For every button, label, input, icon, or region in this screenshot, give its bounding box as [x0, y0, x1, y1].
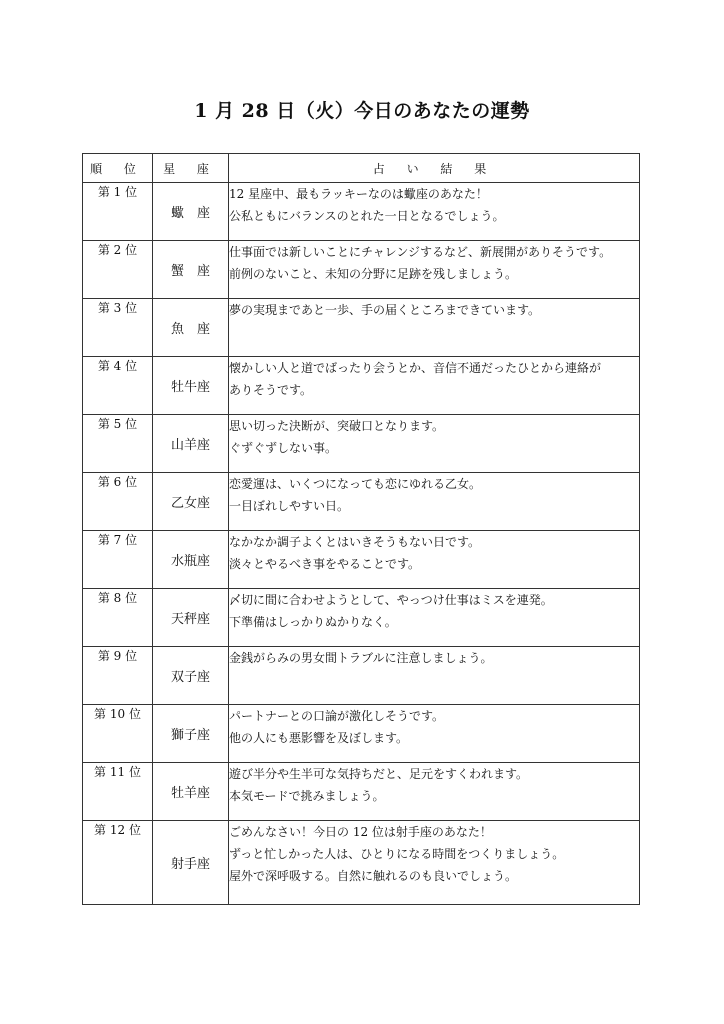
fortune-table — [82, 153, 640, 905]
table-row — [83, 531, 640, 589]
table-row — [83, 589, 640, 647]
rank-cell: 第 8 位 — [83, 589, 153, 647]
zodiac-sign-cell: 魚 座 — [153, 299, 229, 357]
fortune-result-cell — [229, 473, 640, 531]
fortune-result-cell — [229, 183, 640, 241]
zodiac-sign-cell: 天秤座 — [153, 589, 229, 647]
fortune-result-line: 〆切に間に合わせようとして、やっつけ仕事はミスを連発。 — [229, 593, 553, 607]
fortune-result-cell — [229, 299, 640, 357]
fortune-result-line: 本気モードで挑みましょう。 — [229, 789, 385, 803]
fortune-result-line: 仕事面では新しいことにチャレンジするなど、新展開がありそうです。 — [229, 245, 612, 259]
fortune-result-line: 懐かしい人と道でばったり会うとか、音信不通だったひとから連絡が — [229, 361, 602, 375]
rank-cell: 第 7 位 — [83, 531, 153, 589]
zodiac-sign-cell: 乙女座 — [153, 473, 229, 531]
zodiac-sign-cell: 水瓶座 — [153, 531, 229, 589]
table-row — [83, 241, 640, 299]
page-title: 1 月 28 日（火）今日のあなたの運勢 — [194, 100, 530, 122]
fortune-result-line: 遊び半分や生半可な気持ちだと、足元をすくわれます。 — [229, 767, 529, 781]
zodiac-sign-cell: 牡羊座 — [153, 763, 229, 821]
fortune-result-line: 屋外で深呼吸する。自然に触れるのも良いでしょう。 — [229, 869, 518, 883]
rank-cell: 第 11 位 — [83, 763, 153, 821]
rank-cell: 第 10 位 — [83, 705, 153, 763]
fortune-result-cell — [229, 531, 640, 589]
rank-cell: 第 3 位 — [83, 299, 153, 357]
fortune-result-line: 恋愛運は、いくつになっても恋にゆれる乙女。 — [229, 477, 482, 491]
table-row — [83, 705, 640, 763]
fortune-result-cell — [229, 241, 640, 299]
rank-cell: 第 12 位 — [83, 821, 153, 905]
fortune-result-cell — [229, 647, 640, 705]
rank-cell: 第 1 位 — [83, 183, 153, 241]
rank-cell: 第 5 位 — [83, 415, 153, 473]
zodiac-sign-cell: 双子座 — [153, 647, 229, 705]
fortune-table-body — [83, 183, 640, 905]
zodiac-sign-cell: 蟹 座 — [153, 241, 229, 299]
fortune-result-line: ごめんなさい！今日の 12 位は射手座のあなた！ — [229, 825, 492, 839]
header-sign: 星 座 — [153, 154, 229, 183]
fortune-result-cell — [229, 415, 640, 473]
rank-cell: 第 9 位 — [83, 647, 153, 705]
fortune-result-line: 公私ともにバランスのとれた一日となるでしょう。 — [229, 209, 505, 223]
fortune-result-line: 夢の実現まであと一歩、手の届くところまできています。 — [229, 303, 541, 317]
fortune-result-line: ずっと忙しかった人は、ひとりになる時間をつくりましょう。 — [229, 847, 565, 861]
zodiac-sign-cell: 射手座 — [153, 821, 229, 905]
table-row — [83, 821, 640, 905]
fortune-result-line: パートナーとの口論が激化しそうです。 — [229, 709, 445, 723]
header-result: 占 い 結 果 — [229, 154, 640, 183]
table-row — [83, 763, 640, 821]
fortune-result-cell — [229, 357, 640, 415]
table-header-row — [83, 154, 640, 183]
table-row — [83, 299, 640, 357]
header-rank: 順 位 — [83, 154, 153, 183]
zodiac-sign-cell: 獅子座 — [153, 705, 229, 763]
fortune-result-cell — [229, 763, 640, 821]
rank-cell: 第 6 位 — [83, 473, 153, 531]
fortune-result-line: 下準備はしっかりぬかりなく。 — [229, 615, 397, 629]
zodiac-sign-cell: 牡牛座 — [153, 357, 229, 415]
rank-cell: 第 2 位 — [83, 241, 153, 299]
fortune-result-line: 一目ぼれしやすい日。 — [229, 499, 350, 513]
fortune-result-line: 他の人にも悪影響を及ぼします。 — [229, 731, 409, 745]
fortune-result-cell — [229, 589, 640, 647]
fortune-result-line: なかなか調子よくとはいきそうもない日です。 — [229, 535, 481, 549]
table-row — [83, 183, 640, 241]
fortune-result-line: 思い切った決断が、突破口となります。 — [229, 419, 445, 433]
fortune-result-line: 淡々とやるべき事をやることです。 — [229, 557, 421, 571]
fortune-result-cell — [229, 705, 640, 763]
zodiac-sign-cell: 山羊座 — [153, 415, 229, 473]
fortune-result-line: 12 星座中、最もラッキーなのは蠍座のあなた！ — [229, 187, 488, 201]
fortune-result-line: 前例のないこと、未知の分野に足跡を残しましょう。 — [229, 267, 518, 281]
rank-cell: 第 4 位 — [83, 357, 153, 415]
fortune-result-line: 金銭がらみの男女間トラブルに注意しましょう。 — [229, 651, 493, 665]
table-row — [83, 647, 640, 705]
fortune-result-line: ぐずぐずしない事。 — [229, 441, 338, 455]
table-row — [83, 473, 640, 531]
fortune-result-cell — [229, 821, 640, 905]
table-row — [83, 415, 640, 473]
fortune-result-line: ありそうです。 — [229, 383, 313, 397]
zodiac-sign-cell: 蠍 座 — [153, 183, 229, 241]
table-row — [83, 357, 640, 415]
